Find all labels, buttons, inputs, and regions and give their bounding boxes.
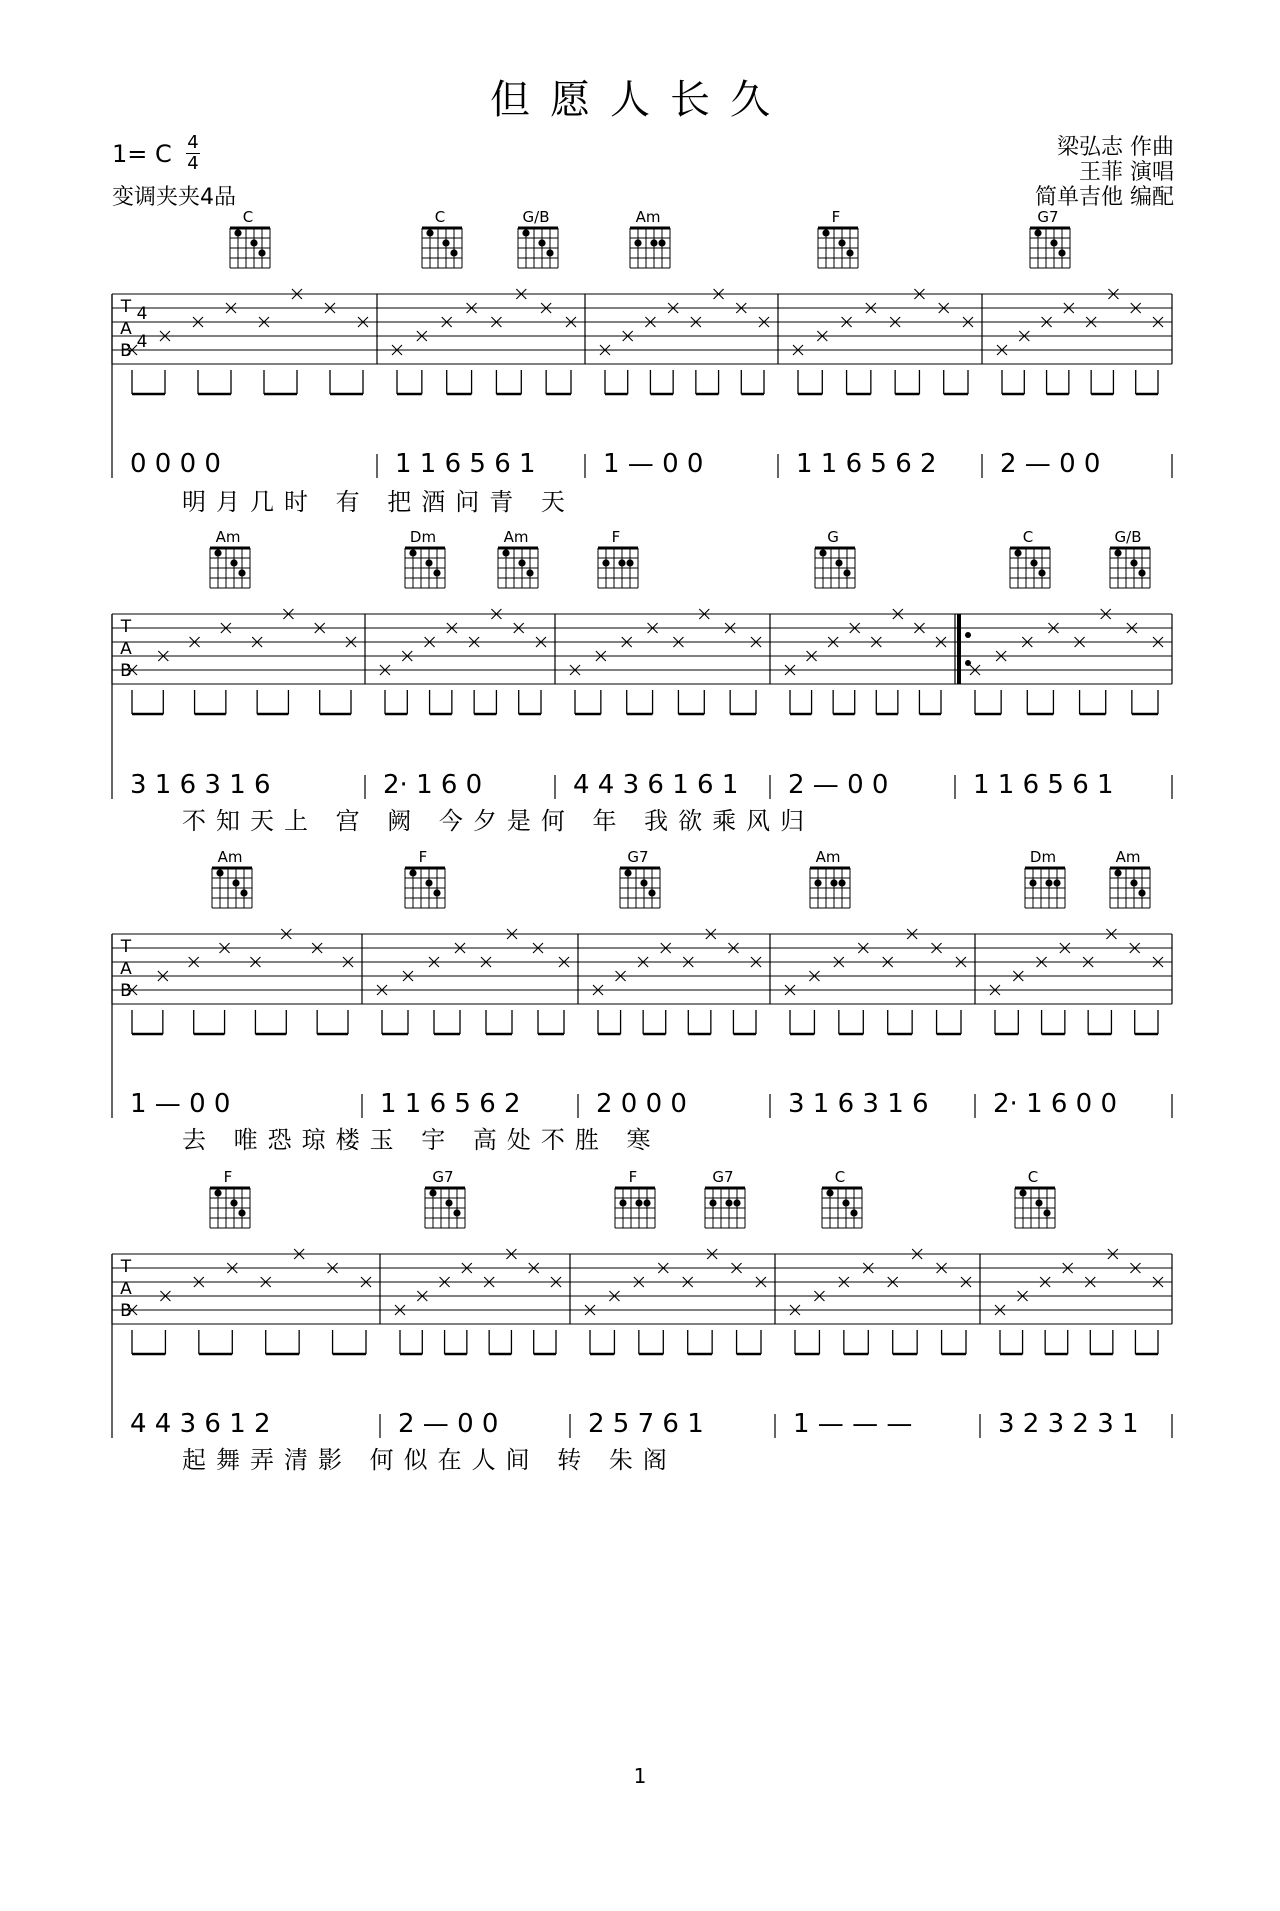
- finger-dot: [1045, 879, 1052, 886]
- finger-dot: [230, 559, 237, 566]
- finger-dot: [1053, 879, 1060, 886]
- chord-diagram: [1010, 528, 1050, 588]
- finger-dot: [650, 239, 657, 246]
- finger-dot: [1029, 879, 1036, 886]
- finger-dot: [1130, 559, 1137, 566]
- finger-dot: [546, 249, 553, 256]
- jianpu-measure: 3 1 6 3 1 6: [130, 770, 271, 800]
- jianpu-measure: 2 — 0 0: [1000, 449, 1101, 479]
- chord-name: G: [827, 528, 839, 546]
- finger-dot: [425, 559, 432, 566]
- finger-dot: [409, 869, 416, 876]
- chord-name: G7: [1037, 208, 1059, 226]
- jianpu-measure: 1 — — —: [793, 1409, 913, 1439]
- finger-dot: [635, 1199, 642, 1206]
- chord-diagram: [212, 848, 252, 908]
- finger-dot: [843, 569, 850, 576]
- finger-dot: [1050, 239, 1057, 246]
- tab-measure: [127, 609, 356, 714]
- tab-measure: [793, 289, 973, 394]
- chord-diagram: [518, 208, 558, 268]
- tab-measure: [127, 289, 368, 394]
- chord-diagram: [230, 208, 270, 268]
- finger-dot: [526, 569, 533, 576]
- finger-dot: [1043, 1209, 1050, 1216]
- tab-clef-letter: A: [120, 639, 132, 659]
- finger-dot: [1058, 249, 1065, 256]
- jianpu-measure: 3 1 6 3 1 6: [788, 1089, 929, 1119]
- chord-name: Am: [815, 848, 841, 866]
- music-system: [112, 528, 1172, 835]
- finger-dot: [1034, 229, 1041, 236]
- finger-dot: [522, 229, 529, 236]
- finger-dot: [518, 559, 525, 566]
- chord-diagram: [822, 1168, 862, 1228]
- tab-clef-letter: B: [120, 1301, 132, 1321]
- composer-credit: 梁弘志 作曲: [1057, 135, 1174, 160]
- finger-dot: [709, 1199, 716, 1206]
- finger-dot: [733, 1199, 740, 1206]
- chord-diagram: [630, 208, 670, 268]
- chord-name: G7: [627, 848, 649, 866]
- finger-dot: [648, 889, 655, 896]
- time-denominator: 4: [187, 153, 199, 174]
- chord-name: C: [834, 1168, 846, 1186]
- tab-measure: [377, 929, 569, 1034]
- jianpu-measure: 3 2 3 2 3 1: [998, 1409, 1139, 1439]
- finger-dot: [445, 1199, 452, 1206]
- tab-measure: [380, 609, 546, 714]
- chord-name: C: [434, 208, 446, 226]
- finger-dot: [214, 1189, 221, 1196]
- finger-dot: [502, 549, 509, 556]
- tab-measure: [997, 289, 1163, 394]
- finger-dot: [1014, 549, 1021, 556]
- finger-dot: [725, 1199, 732, 1206]
- finger-dot: [1019, 1189, 1026, 1196]
- tab-clef-letter: B: [120, 661, 132, 681]
- tab-measure: [785, 609, 946, 714]
- chord-diagram: [1025, 848, 1065, 908]
- chord-diagram: [405, 848, 445, 908]
- jianpu-measure: 1 — 0 0: [130, 1089, 231, 1119]
- chord-name: F: [831, 208, 841, 226]
- finger-dot: [838, 879, 845, 886]
- jianpu-measure: 1 1 6 5 6 2: [796, 449, 937, 479]
- finger-dot: [238, 569, 245, 576]
- chord-diagram: [818, 208, 858, 268]
- time-numerator: 4: [187, 132, 199, 153]
- finger-dot: [450, 249, 457, 256]
- finger-dot: [624, 869, 631, 876]
- tab-clef-letter: A: [120, 959, 132, 979]
- jianpu-measure: 2· 1 6 0: [383, 770, 483, 800]
- finger-dot: [814, 879, 821, 886]
- chord-name: C: [1027, 1168, 1039, 1186]
- finger-dot: [1114, 869, 1121, 876]
- finger-dot: [1114, 549, 1121, 556]
- tab-clef-letter: A: [120, 1279, 132, 1299]
- finger-dot: [643, 1199, 650, 1206]
- finger-dot: [626, 559, 633, 566]
- tab-time-signature: 4: [136, 304, 148, 324]
- chord-name: Am: [215, 528, 241, 546]
- tab-measure: [127, 929, 353, 1034]
- finger-dot: [232, 879, 239, 886]
- finger-dot: [433, 569, 440, 576]
- finger-dot: [250, 239, 257, 246]
- chord-diagram: [810, 848, 850, 908]
- jianpu-measure: 2· 1 6 0 0: [993, 1089, 1118, 1119]
- lyrics-line: 去 唯恐琼楼玉 宇 高处不胜 寒: [182, 1126, 661, 1154]
- tab-clef-letter: B: [120, 981, 132, 1001]
- finger-dot: [409, 549, 416, 556]
- finger-dot: [842, 1199, 849, 1206]
- chord-name: G/B: [522, 208, 550, 226]
- finger-dot: [538, 239, 545, 246]
- chord-diagram: [615, 1168, 655, 1228]
- finger-dot: [234, 229, 241, 236]
- finger-dot: [230, 1199, 237, 1206]
- chord-name: F: [611, 528, 621, 546]
- chord-name: Am: [217, 848, 243, 866]
- capo-note: 变调夹夹4品: [112, 185, 236, 210]
- key-signature: 1= C: [112, 140, 172, 168]
- chord-name: F: [223, 1168, 233, 1186]
- tab-measure: [970, 609, 1163, 714]
- chord-name: G7: [712, 1168, 734, 1186]
- tab-measure: [785, 929, 966, 1034]
- finger-dot: [619, 1199, 626, 1206]
- chord-diagram: [1015, 1168, 1055, 1228]
- tab-measure: [585, 1249, 766, 1354]
- song-title: 但愿人长久: [490, 77, 790, 123]
- jianpu-measure: 2 — 0 0: [788, 770, 889, 800]
- lyrics-line: 明月几时 有 把酒问青 天: [182, 488, 575, 516]
- chord-name: Am: [1115, 848, 1141, 866]
- finger-dot: [618, 559, 625, 566]
- tab-measure: [990, 929, 1163, 1034]
- singer-credit: 王菲 演唱: [1079, 160, 1174, 185]
- finger-dot: [846, 249, 853, 256]
- tab-measure: [593, 929, 761, 1034]
- arranger-credit: 简单吉他 编配: [1035, 185, 1174, 210]
- chord-diagram: [1110, 528, 1150, 588]
- music-system: [112, 208, 1172, 516]
- finger-dot: [238, 1209, 245, 1216]
- lyrics-line: 不知天上 宫 阙 今夕是何 年 我欲乘风归: [182, 807, 815, 835]
- tab-clef-letter: T: [120, 617, 132, 637]
- chord-name: Dm: [1029, 848, 1057, 866]
- finger-dot: [602, 559, 609, 566]
- finger-dot: [835, 559, 842, 566]
- music-system: [112, 848, 1172, 1154]
- tab-measure: [600, 289, 769, 394]
- chord-diagram: [1110, 848, 1150, 908]
- finger-dot: [850, 1209, 857, 1216]
- finger-dot: [1130, 879, 1137, 886]
- chord-diagram: [815, 528, 855, 588]
- tab-clef-letter: T: [120, 1257, 132, 1277]
- finger-dot: [1038, 569, 1045, 576]
- chord-name: G/B: [1114, 528, 1142, 546]
- chord-name: C: [1022, 528, 1034, 546]
- finger-dot: [640, 879, 647, 886]
- finger-dot: [1138, 889, 1145, 896]
- chord-diagram: [405, 528, 445, 588]
- chord-name: F: [418, 848, 428, 866]
- chord-diagram: [210, 528, 250, 588]
- chord-name: C: [242, 208, 254, 226]
- jianpu-measure: 2 0 0 0: [596, 1089, 687, 1119]
- chord-name: Am: [635, 208, 661, 226]
- jianpu-measure: 2 — 0 0: [398, 1409, 499, 1439]
- finger-dot: [822, 229, 829, 236]
- chord-diagram: [705, 1168, 745, 1228]
- jianpu-measure: 2 5 7 6 1: [588, 1409, 704, 1439]
- chord-diagram: [1030, 208, 1070, 268]
- finger-dot: [258, 249, 265, 256]
- tab-measure: [570, 609, 761, 714]
- page-number: 1: [633, 1764, 647, 1788]
- jianpu-measure: 4 4 3 6 1 2: [130, 1409, 271, 1439]
- tab-clef-letter: T: [120, 937, 132, 957]
- finger-dot: [216, 869, 223, 876]
- tab-measure: [395, 1249, 561, 1354]
- tab-clef-letter: A: [120, 319, 132, 339]
- chord-diagram: [498, 528, 538, 588]
- finger-dot: [429, 1189, 436, 1196]
- finger-dot: [442, 239, 449, 246]
- finger-dot: [426, 229, 433, 236]
- chord-diagram: [598, 528, 638, 588]
- chord-diagram: [425, 1168, 465, 1228]
- tab-clef-letter: B: [120, 341, 132, 361]
- music-system: [112, 1168, 1172, 1474]
- chord-name: Am: [503, 528, 529, 546]
- finger-dot: [425, 879, 432, 886]
- jianpu-measure: 1 1 6 5 6 1: [395, 449, 536, 479]
- finger-dot: [433, 889, 440, 896]
- jianpu-measure: 1 — 0 0: [603, 449, 704, 479]
- tab-measure: [127, 1249, 371, 1354]
- finger-dot: [830, 879, 837, 886]
- chord-name: G7: [432, 1168, 454, 1186]
- jianpu-measure: 1 1 6 5 6 2: [380, 1089, 521, 1119]
- tab-time-signature: 4: [136, 332, 148, 352]
- jianpu-measure: 1 1 6 5 6 1: [973, 770, 1114, 800]
- chord-name: Dm: [409, 528, 437, 546]
- chord-diagram: [210, 1168, 250, 1228]
- finger-dot: [214, 549, 221, 556]
- jianpu-measure: 0 0 0 0: [130, 449, 221, 479]
- chord-diagram: [620, 848, 660, 908]
- jianpu-measure: 4 4 3 6 1 6 1: [573, 770, 739, 800]
- finger-dot: [826, 1189, 833, 1196]
- finger-dot: [634, 239, 641, 246]
- finger-dot: [453, 1209, 460, 1216]
- finger-dot: [819, 549, 826, 556]
- finger-dot: [240, 889, 247, 896]
- tab-measure: [790, 1249, 971, 1354]
- tab-clef-letter: T: [120, 297, 132, 317]
- lyrics-line: 起舞弄清影 何似在人间 转 朱阁: [182, 1446, 677, 1474]
- tab-measure: [995, 1249, 1163, 1354]
- chord-diagram: [422, 208, 462, 268]
- finger-dot: [1035, 1199, 1042, 1206]
- finger-dot: [838, 239, 845, 246]
- tab-measure: [392, 289, 576, 394]
- finger-dot: [1138, 569, 1145, 576]
- finger-dot: [658, 239, 665, 246]
- finger-dot: [1030, 559, 1037, 566]
- chord-name: F: [628, 1168, 638, 1186]
